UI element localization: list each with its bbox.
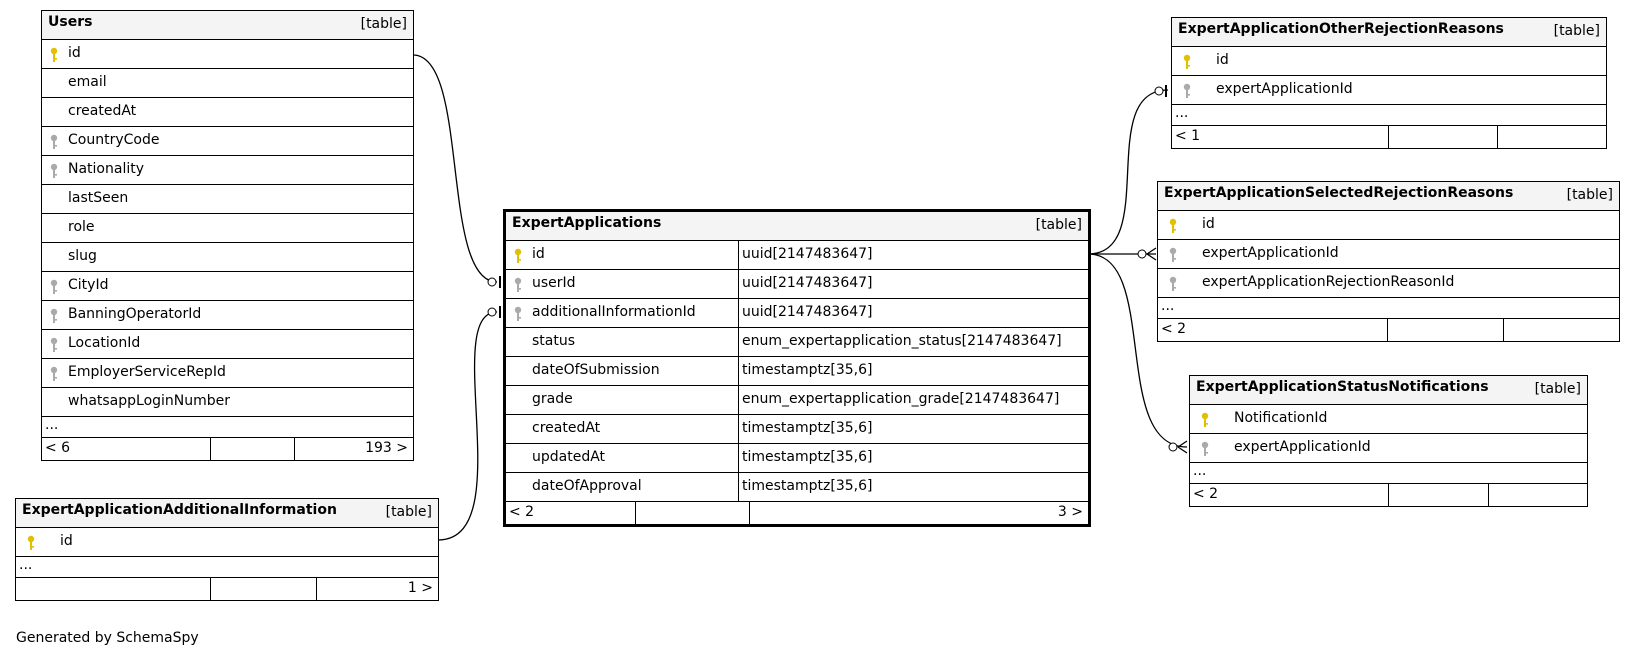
edge-users-expertapplications <box>413 55 497 282</box>
column-list <box>1158 211 1619 298</box>
foreign-key-icon <box>49 134 59 150</box>
edge-selectedrejection-optional-marker <box>1138 250 1146 258</box>
table-kind: [table] <box>1035 217 1082 233</box>
table-footer <box>1158 319 1619 341</box>
more-columns: ... <box>1172 105 1606 126</box>
column-name: BanningOperatorId <box>68 306 202 322</box>
foreign-key-icon <box>49 337 59 353</box>
column-name: userId <box>532 275 576 291</box>
column-type: enum_expertapplication_status[2147483647] <box>742 333 1062 349</box>
column-row[interactable] <box>1190 434 1587 463</box>
table-name: Users <box>48 14 93 30</box>
table-users[interactable] <box>41 10 414 461</box>
table-footer <box>42 438 413 460</box>
table-header <box>42 11 413 40</box>
column-row[interactable] <box>1190 405 1587 434</box>
column-name: dateOfApproval <box>532 478 642 494</box>
column-type: timestamptz[35,6] <box>742 478 873 494</box>
table-footer <box>16 578 438 600</box>
table-footer <box>506 502 1088 524</box>
column-name: dateOfSubmission <box>532 362 660 378</box>
edge-additionalinfo-optional-marker <box>488 308 496 316</box>
column-name: id <box>1202 216 1215 232</box>
column-row[interactable] <box>42 69 413 98</box>
parents-count[interactable]: < 2 <box>1161 321 1187 337</box>
foreign-key-icon <box>1200 441 1210 457</box>
more-columns: ... <box>1190 463 1587 484</box>
primary-key-icon <box>26 535 36 551</box>
column-row[interactable] <box>42 359 413 388</box>
column-row[interactable] <box>42 301 413 330</box>
foreign-key-icon <box>1182 83 1192 99</box>
column-list <box>1172 47 1606 105</box>
parents-count[interactable]: < 2 <box>509 504 535 520</box>
table-name: ExpertApplications <box>512 215 662 231</box>
column-name: id <box>60 533 73 549</box>
column-name: expertApplicationId <box>1202 245 1339 261</box>
column-name: slug <box>68 248 97 264</box>
edge-expertapplications-otherrejection <box>1088 90 1168 254</box>
parents-count[interactable]: < 6 <box>45 440 71 456</box>
table-expertapplications[interactable] <box>503 209 1091 527</box>
edge-users-optional-marker <box>488 278 496 286</box>
column-type: uuid[2147483647] <box>742 246 873 262</box>
primary-key-icon <box>1182 54 1192 70</box>
column-name: id <box>1216 52 1229 68</box>
table-kind: [table] <box>1534 381 1581 397</box>
column-name: role <box>68 219 95 235</box>
primary-key-icon <box>49 47 59 63</box>
column-row[interactable] <box>506 328 1088 357</box>
column-name: lastSeen <box>68 190 129 206</box>
more-columns: ... <box>16 557 438 578</box>
column-name: CityId <box>68 277 109 293</box>
column-row[interactable] <box>42 272 413 301</box>
column-row[interactable] <box>1172 47 1606 76</box>
column-row[interactable] <box>42 156 413 185</box>
column-name: status <box>532 333 576 349</box>
table-name: ExpertApplicationStatusNotifications <box>1196 379 1489 395</box>
column-name: EmployerServiceRepId <box>68 364 226 380</box>
foreign-key-icon <box>49 366 59 382</box>
table-expertapplicationadditionalinformation[interactable] <box>15 498 439 601</box>
table-expertapplicationstatusnotifications[interactable] <box>1189 375 1588 507</box>
column-row[interactable] <box>1172 76 1606 105</box>
children-count[interactable]: 3 > <box>1057 504 1083 520</box>
foreign-key-icon <box>1168 276 1178 292</box>
column-row[interactable] <box>506 270 1088 299</box>
column-row[interactable] <box>42 185 413 214</box>
column-row[interactable] <box>506 444 1088 473</box>
column-row[interactable] <box>42 40 413 69</box>
column-name: NotificationId <box>1234 410 1328 426</box>
table-header <box>1158 182 1619 211</box>
table-name: ExpertApplicationAdditionalInformation <box>22 502 337 518</box>
table-kind: [table] <box>385 504 432 520</box>
column-row[interactable] <box>1158 269 1619 298</box>
edge-statusnotifications-optional-marker <box>1169 443 1177 451</box>
column-row[interactable] <box>42 330 413 359</box>
children-count[interactable]: 193 > <box>365 440 408 456</box>
foreign-key-icon <box>49 279 59 295</box>
column-type: uuid[2147483647] <box>742 275 873 291</box>
column-name: expertApplicationId <box>1216 81 1353 97</box>
column-row[interactable] <box>42 127 413 156</box>
table-name: ExpertApplicationSelectedRejectionReasons <box>1164 185 1514 201</box>
column-row[interactable] <box>42 214 413 243</box>
column-list <box>16 528 438 557</box>
column-type: timestamptz[35,6] <box>742 449 873 465</box>
edge-additionalinfo-expertapplications <box>438 312 497 540</box>
table-header <box>16 499 438 528</box>
column-row[interactable] <box>1158 211 1619 240</box>
column-name: additionalInformationId <box>532 304 696 320</box>
table-header <box>506 212 1088 241</box>
table-kind: [table] <box>360 16 407 32</box>
column-list <box>42 40 413 417</box>
column-name: expertApplicationRejectionReasonId <box>1202 274 1455 290</box>
column-row[interactable] <box>42 243 413 272</box>
column-name: CountryCode <box>68 132 160 148</box>
column-row[interactable] <box>506 299 1088 328</box>
column-name: updatedAt <box>532 449 606 465</box>
more-columns: ... <box>42 417 413 438</box>
table-kind: [table] <box>1566 187 1613 203</box>
primary-key-icon <box>1168 218 1178 234</box>
column-type: enum_expertapplication_grade[2147483647] <box>742 391 1060 407</box>
column-row[interactable] <box>42 98 413 127</box>
column-row[interactable] <box>506 386 1088 415</box>
generated-by-label: Generated by SchemaSpy <box>16 630 199 646</box>
column-name: createdAt <box>532 420 601 436</box>
column-name: id <box>532 246 545 262</box>
column-row[interactable] <box>506 415 1088 444</box>
foreign-key-icon <box>49 163 59 179</box>
column-type: timestamptz[35,6] <box>742 420 873 436</box>
more-columns: ... <box>1158 298 1619 319</box>
table-header <box>1190 376 1587 405</box>
foreign-key-icon <box>513 277 523 293</box>
table-footer <box>1172 126 1606 148</box>
primary-key-icon <box>513 248 523 264</box>
edge-otherrejection-optional-marker <box>1155 87 1163 95</box>
column-row[interactable] <box>42 388 413 417</box>
column-row[interactable] <box>506 241 1088 270</box>
table-expertapplicationotherrejectionreasons[interactable] <box>1171 17 1607 149</box>
primary-key-icon <box>1200 412 1210 428</box>
table-footer <box>1190 484 1587 506</box>
foreign-key-icon <box>1168 247 1178 263</box>
column-type: uuid[2147483647] <box>742 304 873 320</box>
parents-count[interactable]: < 1 <box>1175 128 1201 144</box>
table-header <box>1172 18 1606 47</box>
table-expertapplicationselectedrejectionreasons[interactable] <box>1157 181 1620 342</box>
column-name: expertApplicationId <box>1234 439 1371 455</box>
column-name: whatsappLoginNumber <box>68 393 231 409</box>
column-row[interactable] <box>506 357 1088 386</box>
column-list <box>1190 405 1587 463</box>
table-kind: [table] <box>1553 23 1600 39</box>
column-type: timestamptz[35,6] <box>742 362 873 378</box>
foreign-key-icon <box>513 306 523 322</box>
column-name: email <box>68 74 107 90</box>
children-count[interactable]: 1 > <box>407 580 433 596</box>
parents-count[interactable]: < 2 <box>1193 486 1219 502</box>
column-name: Nationality <box>68 161 145 177</box>
column-row[interactable] <box>506 473 1088 502</box>
column-list <box>506 241 1088 502</box>
foreign-key-icon <box>49 308 59 324</box>
column-name: id <box>68 45 81 61</box>
column-name: createdAt <box>68 103 137 119</box>
column-name: grade <box>532 391 573 407</box>
column-row[interactable] <box>1158 240 1619 269</box>
table-name: ExpertApplicationOtherRejectionReasons <box>1178 21 1504 37</box>
column-row[interactable] <box>16 528 438 557</box>
column-name: LocationId <box>68 335 141 351</box>
